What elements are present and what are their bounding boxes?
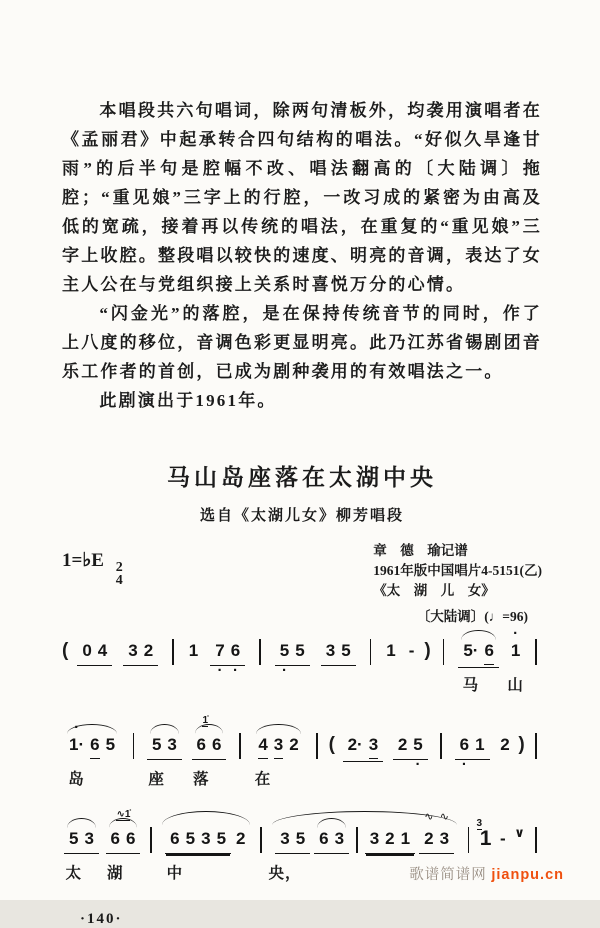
barline [535,733,537,759]
note-digit: 7 [215,641,225,660]
mordent-ornament: ∿ [439,811,449,823]
note [106,809,131,882]
beam-group [275,639,310,679]
note [398,827,413,851]
note-digit: 2 [424,829,434,848]
note-digit: 5 [279,641,290,660]
note-digit: 5 [69,829,79,848]
note-digit: 1 [479,827,492,850]
note-digit: 3 [167,735,177,754]
note [323,639,338,663]
barline [440,733,442,759]
barline [133,733,135,759]
beam-group [106,809,141,882]
song-subtitle: 选自《太湖儿女》柳芳唱段 [199,508,404,524]
note [476,818,495,851]
beam-group [210,639,245,679]
note [81,827,96,851]
beam-group [123,639,158,666]
note [286,733,301,757]
music-line-2 [62,715,542,809]
note [123,827,138,851]
beam-group [147,733,182,788]
record-title-line: 《太 湖 儿 女》 [373,583,495,598]
note [148,733,165,788]
note-digit: 1 [510,641,521,660]
beam-group [64,719,120,788]
note-digit: - [500,829,506,848]
note [209,733,224,757]
note-digit: 0 [82,641,92,660]
parenthesis: ( [328,734,335,755]
note-digit: 2· [347,735,363,754]
note-digit: 5 [295,641,305,660]
record-info-line: 1961年版中国唱片4-5151(乙) [373,563,542,578]
note [338,639,353,663]
note-digit: 6 [319,829,329,848]
barline [150,827,152,853]
lyric: 座 [148,771,165,788]
octave-dot-above: · [513,625,519,642]
note [481,639,496,665]
intro-paragraph-2: “闪金光”的落腔，是在保持传统音节的同时，作了上八度的移位，音调色彩更显明亮。此乃江苏省锡剧团音乐工作者的首创，已成为剧种袭用的有效唱法之一。 [62,304,542,381]
note [316,827,331,851]
key-and-credits-row [62,541,542,601]
note-digit: 2 [385,829,395,848]
parenthesis: ) [518,734,525,755]
barline [356,827,358,853]
lyric: 落 [192,771,210,788]
beam-group [268,827,310,882]
note-digit: 5 [105,735,116,754]
note [472,733,487,757]
intro-paragraph-3: 此剧演出于1961年。 [99,391,277,410]
note-digit: 3 [334,829,345,848]
note-digit: 3 [84,829,94,848]
note [382,827,397,851]
key-signature [62,541,123,587]
note-digit: ∨ [514,825,525,840]
beam-group [161,827,250,882]
lyric: 岛 [68,771,85,788]
note-digit: 6 [230,641,241,660]
watermark-url: jianpu.cn [491,867,564,883]
tune-tempo-label: 〔大陆调〕(♩=96) [416,609,528,624]
beam-group [165,827,231,882]
octave-dot-below: · [232,662,238,679]
note-digit: 5· [463,641,479,660]
watermark [409,863,564,884]
beam-group [458,639,499,694]
note [166,827,184,882]
note-digit: 5 [216,829,227,848]
grace-note: ∿1̇ [116,809,131,820]
transcriber-line: 章 德 瑜记谱 [373,543,468,558]
note [268,827,302,882]
note-digit: 2 [500,735,510,754]
note-digit: 5 [185,829,196,848]
octave-dot-below: · [282,662,288,679]
note [186,639,201,663]
grace-note: 3 [476,818,483,829]
note [383,639,398,663]
note-digit: 6 [459,735,470,754]
note [292,639,307,663]
note-digit: 3 [280,829,290,848]
note [277,639,292,679]
beam-group [321,639,356,666]
time-signature-denominator: 4 [115,573,123,588]
note-digit: 6 [170,829,180,848]
note-digit: 2 [143,641,154,660]
note-digit: 2 [397,735,408,754]
music-line-1 [62,625,542,715]
note [125,639,140,663]
song-title: 马山岛座落在太湖中央 [167,465,437,490]
note [66,719,87,788]
barline [239,733,241,759]
lyric: 马 [462,677,480,694]
beam-group [192,715,227,788]
note [497,827,509,851]
note [497,733,512,757]
watermark-site-name: 歌谱简谱网 [409,867,487,883]
note [198,827,213,851]
barline [370,639,372,665]
note-digit: 1 [400,829,411,848]
note-digit: 5 [413,735,423,754]
intro-paragraph-1: 本唱段共六句唱词，除两句清板外，均袭用演唱者在《孟丽君》中起承转合四句结构的唱法。“好似久旱逢甘雨”的后半句是腔幅不改、唱法翻高的〔大陆调〕拖腔；“重见娘”三字上的行腔，一改习成的紧密为由高及低的宽疏，接着再以传统的唱法，在重复的“重见娘”三字上收腔。整段唱以较快的速度、明亮的音调，表达了女主人公在与党组织接上关系时喜悦万分的心情。 [62,101,542,294]
note-digit: 3 [369,829,380,848]
note-digit: - [408,641,415,660]
note [65,827,82,882]
note-digit: 5 [341,641,351,660]
note [293,827,308,851]
key-signature-text: 1=♭E [62,550,104,571]
octave-dot-below: · [415,756,421,773]
note [366,733,381,759]
barline [535,639,537,665]
note [395,733,410,757]
note [507,625,524,694]
beam-group [314,827,349,854]
note-digit: 1· [69,735,85,754]
note [214,827,229,851]
octave-dot-below: · [217,662,223,679]
note-digit: 6 [90,733,99,759]
note [79,639,94,663]
note-digit: 6 [484,639,493,665]
note-digit: 6 [125,829,136,848]
note-digit: 3 [274,733,283,759]
note [254,733,272,788]
barline [260,827,262,853]
parenthesis: ) [424,640,431,661]
octave-dot-above: · [74,719,80,736]
barline [316,733,318,759]
note [228,639,243,679]
breath-mark [511,825,528,841]
barline [535,827,537,853]
note-digit: 2 [289,735,299,754]
note-digit: 2 [236,829,246,848]
beam-group [343,733,384,762]
barline [172,639,174,665]
note [192,715,210,788]
grace-note: 1̇ [202,715,209,726]
lyric: 在 [254,771,272,788]
credits-block [373,541,542,601]
beam-group [393,733,428,773]
note [345,733,366,757]
barline [468,827,470,853]
time-signature [116,561,123,587]
beam-group [419,811,454,854]
note [421,811,436,851]
parenthesis: ( [62,640,69,661]
note [406,639,418,663]
note-digit: 3 [369,733,378,759]
beam-group [253,733,303,788]
note-digit: 3 [439,829,450,848]
beam-group [455,733,490,773]
note-digit: 1 [188,641,199,660]
note-digit: 3 [128,641,138,660]
note [87,733,102,759]
slur [162,811,249,825]
barline [443,639,445,665]
note [233,827,248,851]
note [460,639,481,694]
beam-group [365,827,415,854]
note [410,733,425,773]
note [212,639,227,679]
music-line-3 [62,809,542,903]
note-digit: 6 [211,735,222,754]
lyric: 山 [507,677,524,694]
note-digit: 3 [201,829,211,848]
note-digit: 3 [325,641,336,660]
lyric: 中 [166,865,184,882]
note [332,827,347,851]
note [103,733,118,757]
note-digit: 6 [196,735,206,754]
note-digit: 4 [258,733,267,759]
lyric: 太 [65,865,82,882]
note-digit: 4 [97,641,108,660]
octave-dot-below: · [461,756,467,773]
note-digit: 5 [295,829,306,848]
note [457,733,472,773]
note-digit: 5 [151,735,162,754]
note [271,733,286,759]
note-digit: 1 [386,641,396,660]
barline [259,639,261,665]
mordent-ornament: ∿ [424,811,434,823]
note [437,811,452,851]
time-signature-numerator: 2 [115,560,123,575]
note [95,639,110,663]
note-digit: 1 [475,735,485,754]
note [367,827,382,851]
page-number: ·140· [80,911,123,927]
beam-group [64,827,99,882]
lyric: 央， [268,865,302,882]
beam-group [77,639,112,666]
lyric: 湖 [106,865,124,882]
note-digit: 6 [110,829,120,848]
note [164,733,179,757]
note [141,639,156,663]
note [183,827,198,851]
